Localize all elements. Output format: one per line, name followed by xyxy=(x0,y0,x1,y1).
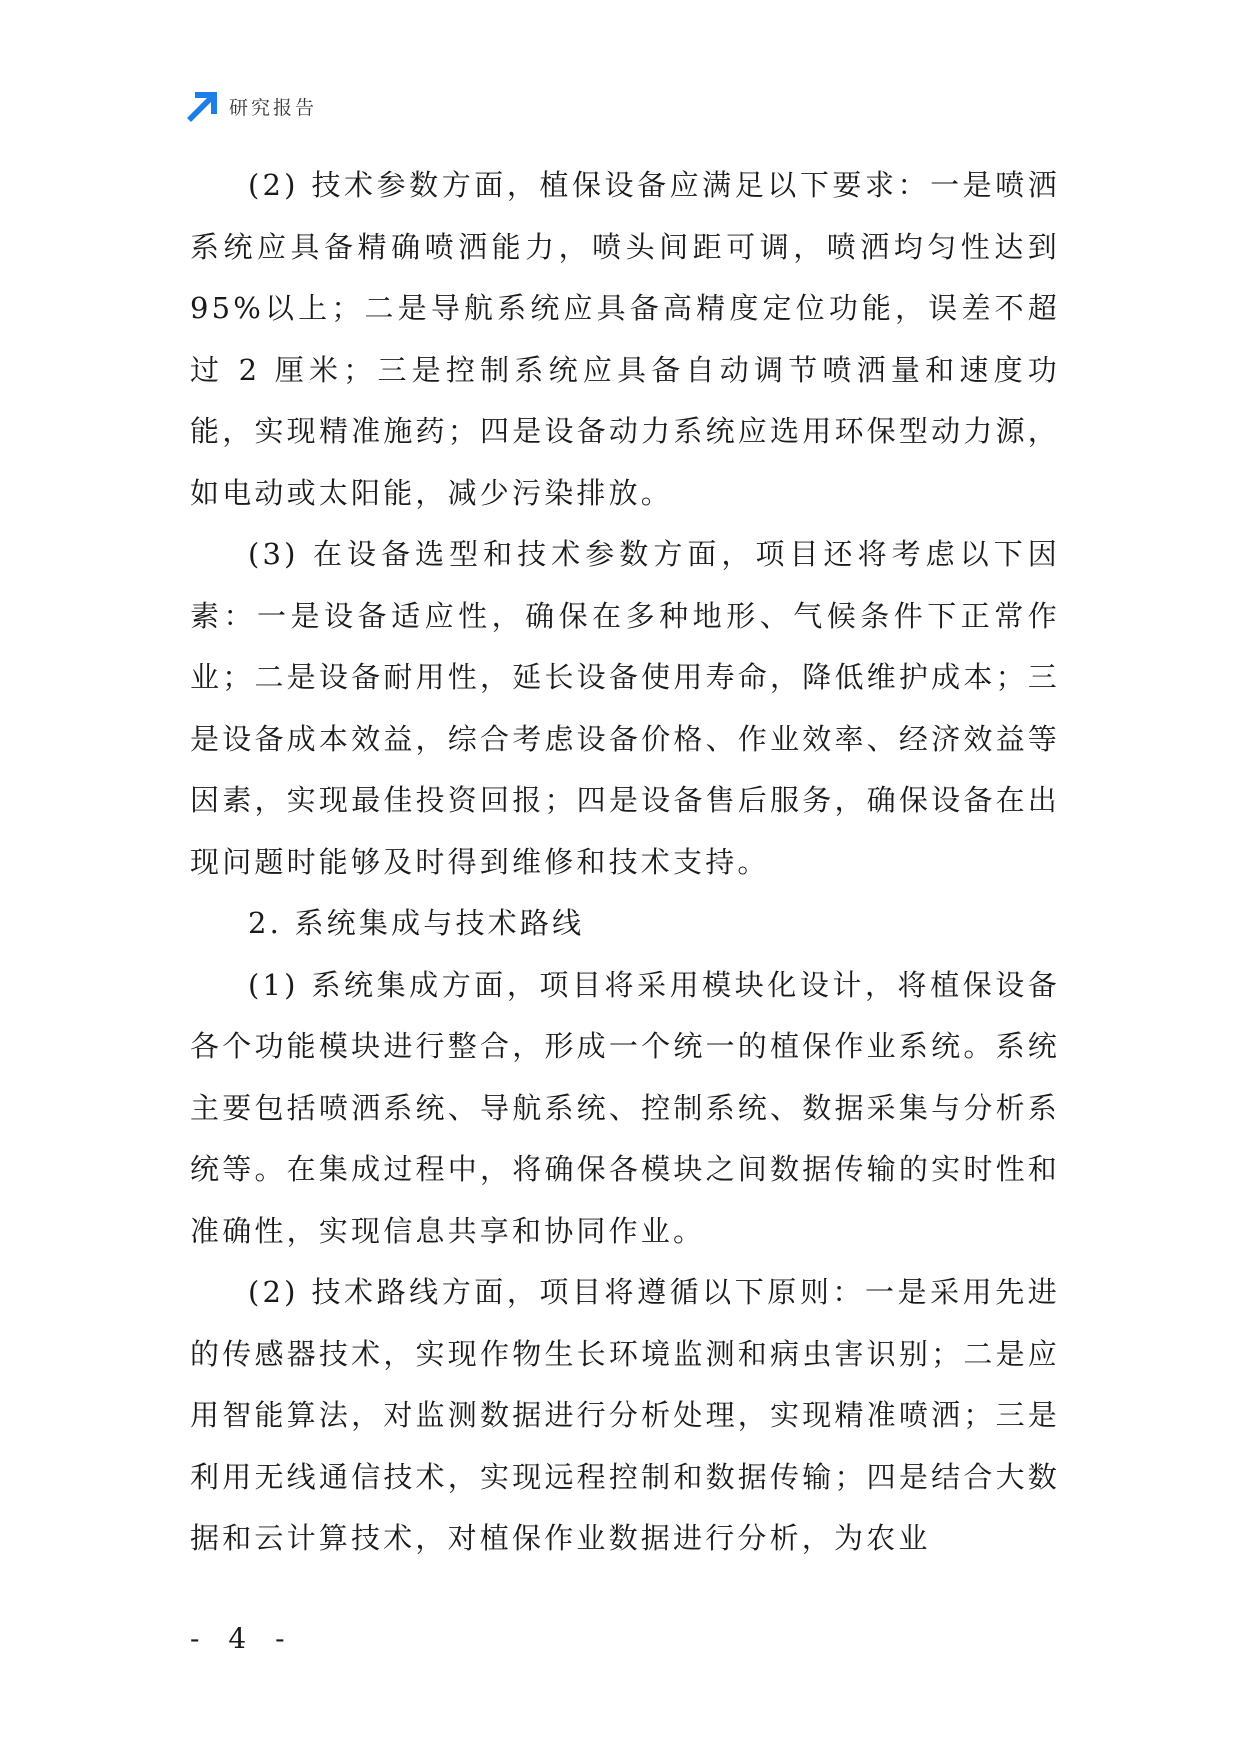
paragraph-selection-factors: (3) 在设备选型和技术参数方面，项目还将考虑以下因素：一是设备适应性，确保在多种地形、气候条件下正常作业；二是设备耐用性，延长设备使用寿命，降低维护成本；三是设备成本效益，综合考虑设备价格、作业效率、经济效益等因素，实现最佳投资回报；四是设备售后服务，确保设备在出现问题时能够及时得到维修和技术支持。 xyxy=(190,537,1060,879)
paragraph-technical-route: (2) 技术路线方面，项目将遵循以下原则：一是采用先进的传感器技术，实现作物生长环境监测和病虫害识别；二是应用智能算法，对监测数据进行分析处理，实现精准喷洒；三是利用无线通信技术，实现远程控制和数据传输；四是结合大数据和云计算技术，对植保作业数据进行分析，为农业 xyxy=(190,1275,1060,1555)
page-number: - 4 - xyxy=(190,1622,295,1655)
section-heading: 2. 系统集成与技术路线 xyxy=(248,906,585,940)
paragraph-system-integration: (1) 系统集成方面，项目将采用模块化设计，将植保设备各个功能模块进行整合，形成一个统一的植保作业系统。系统主要包括喷洒系统、导航系统、控制系统、数据采集与分析系统等。在集成过程中，将确保各模块之间数据传输的实时性和准确性，实现信息共享和协同作业。 xyxy=(190,967,1060,1248)
header-title: 研究报告 xyxy=(229,96,318,119)
arrow-logo-icon xyxy=(187,90,219,122)
paragraph-technical-parameters: (2) 技术参数方面，植保设备应满足以下要求：一是喷洒系统应具备精确喷洒能力，喷头间距可调，喷洒均匀性达到95%以上；二是导航系统应具备高精度定位功能，误差不超过 2 厘米；三是控制系统应具备自动调节喷洒量和速度功能，实现精准施药；四是设备动力系统应选用环保型动力源，如电动或太阳能，减少污染排放。 xyxy=(190,168,1060,510)
report-header xyxy=(187,88,317,124)
document-body xyxy=(190,155,1060,1570)
